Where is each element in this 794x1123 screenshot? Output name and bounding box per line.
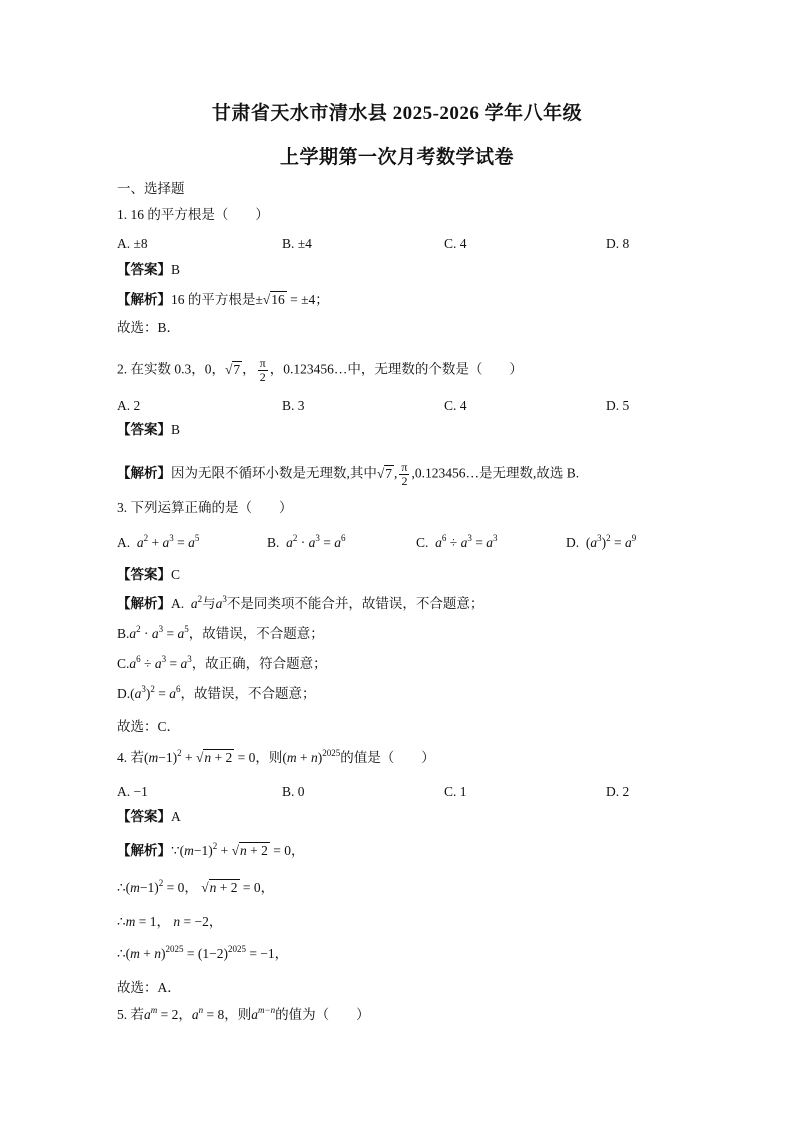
q2-option-c: C. 4 xyxy=(444,398,467,413)
answer-label: 【答案】 xyxy=(117,262,171,277)
q3-option-d: D. $(a^3)^2 = a^9$ xyxy=(566,533,637,550)
answer-label: 【答案】 xyxy=(117,422,171,437)
q3-option-a: A. $a^2 + a^3 = a^5$ xyxy=(117,533,200,550)
q3-option-b: B. $a^2 \cdot a^3 = a^6$ xyxy=(267,533,346,550)
q4-stem: 4. 若$(m-1)^2 + √n + 2 = 0$，则$(m + n)^{2025}$的值是（ ） xyxy=(117,748,435,765)
analysis-text: 不是同类项不能合并，故错误，不合题意； xyxy=(226,596,484,611)
analysis-text: 16 的平方根是± xyxy=(171,292,263,307)
analysis-text: ，故错误，不合题意； xyxy=(180,686,316,701)
option-letter: A. xyxy=(117,535,131,550)
option-letter: C. xyxy=(117,656,130,671)
q1-stem: 1. 16 的平方根是（ ） xyxy=(117,207,269,222)
answer-value: C xyxy=(171,567,181,582)
q4-answer xyxy=(117,809,181,825)
sqrt-expression: √16 xyxy=(262,292,285,307)
q1-conclusion: 故选：B． xyxy=(117,320,181,335)
analysis-text: ，故正确，符合题意； xyxy=(191,656,327,671)
q2-analysis: 【解析】因为无限不循环小数是无理数,其中√7 , $\frac{\pi}{2}$ ,0.123456…是无理数,故选 B. xyxy=(117,460,580,488)
q2-option-a: A. 2 xyxy=(117,398,141,413)
answer-label: 【答案】 xyxy=(117,567,171,582)
title-line-1: 甘肃省天水市清水县 2025-2026 学年八年级 xyxy=(211,103,583,124)
q3-option-c: C. $a^6 \div a^3 = a^3$ xyxy=(416,533,498,550)
analysis-text: ，故错误，不合题意； xyxy=(188,626,324,641)
stem-text: 2. 在实数 0.3，0， xyxy=(117,361,225,377)
analysis-text: ,0.123456…是无理数,故选 B. xyxy=(411,465,580,481)
analysis-text: 因为无限不循环小数是无理数,其中 xyxy=(171,465,377,481)
analysis-label: 【解析】 xyxy=(117,292,171,307)
section-heading: 一、选择题 xyxy=(117,181,185,196)
answer-value: A xyxy=(171,809,181,824)
option-letter: C. xyxy=(416,535,429,550)
q3-analysis-b: $B.a^2 \cdot a^3 = a^5$，故错误，不合题意； xyxy=(117,624,324,641)
q2-option-d: D. 5 xyxy=(606,398,630,413)
q2-answer xyxy=(117,422,180,438)
stem-text: 的值为（ ） xyxy=(275,1007,370,1022)
q4-conclusion: 故选：A． xyxy=(117,980,181,995)
option-letter: A. xyxy=(171,596,185,611)
q3-analysis-a: 【解析】A. $a^2$与$a^3$不是同类项不能合并，故错误，不合题意； xyxy=(117,594,484,611)
answer-value: B xyxy=(171,422,181,437)
q1-answer xyxy=(117,262,180,278)
option-letter: D. xyxy=(117,686,131,701)
sqrt-expression: √n + 2 xyxy=(195,750,233,765)
answer-label: 【答案】 xyxy=(117,809,171,824)
fraction: $\frac{\pi}{2}$ xyxy=(259,356,266,384)
q4-analysis-4: ∴(m + $n)^{2025} = (1-2)^{2025} = -1$， xyxy=(117,944,289,961)
option-letter: D. xyxy=(566,535,580,550)
q2-stem: 2. 在实数 0.3，0，√7 ， $\frac{\pi}{2}$ ，0.123456…中，无理数的个数是（ ） xyxy=(117,356,523,384)
q1-option-c: C. 4 xyxy=(444,236,467,251)
stem-text: ，则 xyxy=(255,750,283,765)
q4-analysis-3: ∴m = 1， n = −2， xyxy=(117,914,223,929)
title-line-2: 上学期第一次月考数学试卷 xyxy=(279,147,514,168)
q5-stem: 5. 若$a^m = 2$，$a^n = 8$，则$a^{m-n}$的值为（ ） xyxy=(117,1005,370,1022)
q4-option-b: B. 0 xyxy=(282,784,305,799)
analysis-label: 【解析】 xyxy=(117,596,171,611)
q1-option-d: D. 8 xyxy=(606,236,630,251)
option-letter: B. xyxy=(117,626,130,641)
answer-value: B xyxy=(171,262,181,277)
stem-text: ，0.123456…中，无理数的个数是（ ） xyxy=(269,361,523,377)
q2-option-b: B. 3 xyxy=(282,398,305,413)
analysis-label: 【解析】 xyxy=(117,465,171,481)
q1-option-b: B. ±4 xyxy=(282,236,312,251)
sqrt-expression: √n + 2 xyxy=(201,880,238,895)
sqrt-expression: √n + 2 xyxy=(231,843,268,858)
option-letter: B. xyxy=(267,535,280,550)
stem-text: 4. 若 xyxy=(117,750,144,765)
q4-analysis-1: 【解析】$\because(m-1)^2 + √n + 2 = 0$， xyxy=(117,841,305,858)
q1-analysis xyxy=(117,292,329,308)
analysis-label: 【解析】 xyxy=(117,843,171,858)
q3-stem: 3. 下列运算正确的是（ ） xyxy=(117,500,293,515)
analysis-text: = ±4； xyxy=(286,292,329,307)
stem-text: 5. 若 xyxy=(117,1007,144,1022)
sqrt-expression: √7 xyxy=(225,361,241,377)
q3-analysis-d: $D.(a^3)^2 = a^6$，故错误，不合题意； xyxy=(117,684,316,701)
q3-answer xyxy=(117,567,180,583)
q1-option-a: A. ±8 xyxy=(117,236,148,251)
q4-option-a: A. −1 xyxy=(117,784,148,799)
q4-analysis-2: $\therefore(m-1)^2 = 0$， √n + 2 = 0， xyxy=(117,878,275,895)
q3-analysis-c: $C.a^6 \div a^3 = a^3$，故正确，符合题意； xyxy=(117,654,327,671)
stem-text: = 2， xyxy=(157,1007,192,1022)
stem-text: = 8，则 xyxy=(203,1007,252,1022)
stem-text: 的值是（ ） xyxy=(340,750,435,765)
fraction: $\frac{\pi}{2}$ xyxy=(401,460,408,488)
q4-option-d: D. 2 xyxy=(606,784,630,799)
q3-conclusion: 故选：C． xyxy=(117,719,181,734)
sqrt-expression: √7 xyxy=(376,465,393,481)
q4-option-c: C. 1 xyxy=(444,784,467,799)
